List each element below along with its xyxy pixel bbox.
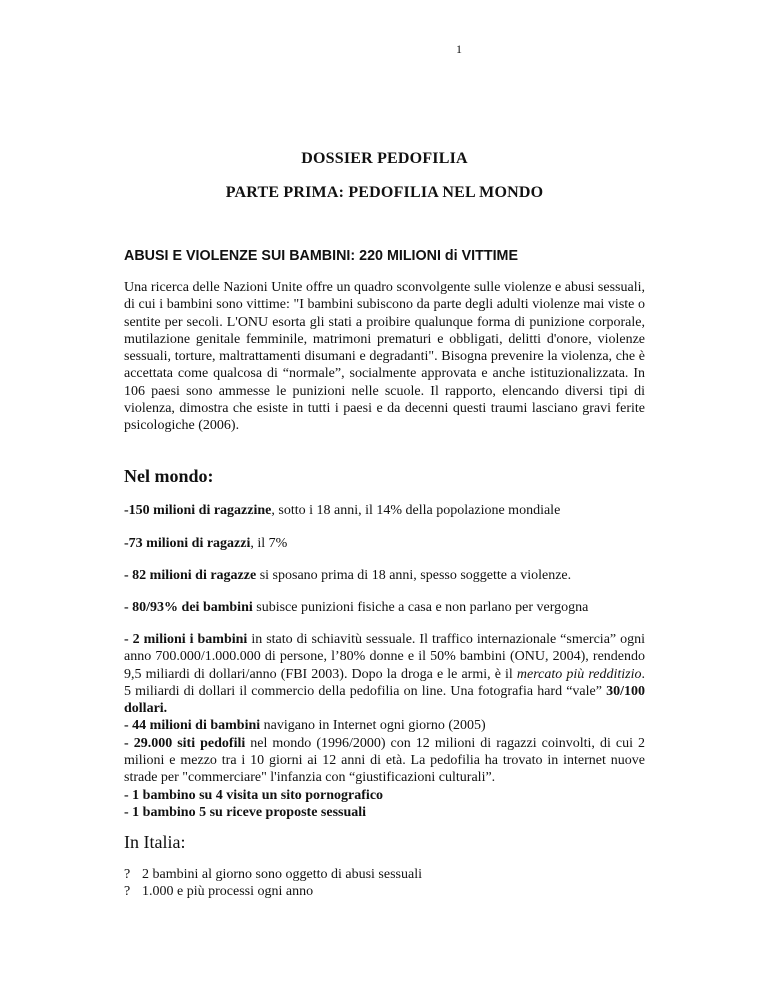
- item-bold: - 1 bambino 5 su riceve proposte sessuali: [124, 804, 367, 820]
- trafficking-paragraph: [124, 631, 645, 717]
- item-text: subisce punizioni fisiche a casa e non parlano per vergogna: [252, 600, 589, 615]
- world-item: [124, 567, 645, 584]
- item-text: si sposano prima di 18 anni, spesso soggette a violenze.: [256, 568, 572, 583]
- item-text: . 5 miliardi di dollari il commercio della pedofilia on line. Una fotografia hard “vale”: [124, 666, 645, 699]
- item-bold: - 1 bambino su 4 visita un sito pornografico: [124, 787, 384, 803]
- item-text: in stato di schiavitù sessuale. Il traffico internazionale “smercia” ogni anno 700.000/1.000.000 di persone, l’80% donne e il 50% bambini (ONU, 2004), rendendo 9,5 miliardi di dollari/anno (FBI 2003). Dopo la droga e le armi, è il: [124, 632, 646, 682]
- bullet-icon: ?: [124, 884, 131, 900]
- list-item: [124, 866, 645, 883]
- page-number: 1: [456, 42, 462, 56]
- list-item-text: 1.000 e più processi ogni anno: [142, 884, 314, 900]
- world-item: [124, 535, 645, 552]
- item-bold: - 82 milioni di ragazze: [124, 568, 257, 583]
- item-text: , sotto i 18 anni, il 14% della popolazione mondiale: [271, 503, 561, 518]
- stat-line: [124, 804, 645, 821]
- item-bold: - 80/93% dei bambini: [124, 600, 253, 615]
- item-bold: -150 milioni di ragazzine: [124, 503, 272, 518]
- internet-paragraph: [124, 717, 645, 734]
- list-item-text: 2 bambini al giorno sono oggetto di abusi sessuali: [142, 867, 422, 882]
- item-text: , il 7%: [250, 536, 288, 551]
- world-item: [124, 502, 645, 519]
- stat-line: [124, 787, 645, 804]
- world-heading: Nel mondo:: [124, 466, 214, 486]
- item-italic: mercato più redditizio: [516, 666, 642, 682]
- document-title: DOSSIER PEDOFILIA: [301, 150, 468, 167]
- item-bold: 30/100 dollari.: [124, 683, 645, 717]
- section-heading: ABUSI E VIOLENZE SUI BAMBINI: 220 MILIONI di VITTIME: [124, 248, 518, 264]
- item-text: navigano in Internet ogni giorno (2005): [260, 718, 486, 734]
- item-bold: - 44 milioni di bambini: [124, 718, 261, 734]
- item-bold: - 2 milioni i bambini: [124, 632, 248, 647]
- item-bold: - 29.000 siti pedofili: [124, 735, 246, 751]
- bullet-icon: ?: [124, 867, 131, 882]
- world-item: [124, 599, 645, 616]
- italy-heading: In Italia:: [124, 832, 186, 852]
- world-details-block: [124, 631, 645, 821]
- document-subtitle: PARTE PRIMA: PEDOFILIA NEL MONDO: [225, 184, 544, 201]
- item-bold: -73 milioni di ragazzi: [124, 536, 251, 551]
- sites-paragraph: [124, 735, 645, 787]
- item-text: nel mondo (1996/2000) con 12 milioni di ragazzi coinvolti, di cui 2 milioni e mezzo tra i 10 giorni ai 12 anni di età. La pedofilia ha trovato in internet nuove strade per "commerciare" l'infanzia con “giustificazioni culturali”.: [124, 735, 645, 786]
- list-item: [124, 883, 645, 900]
- intro-paragraph: Una ricerca delle Nazioni Unite offre un quadro sconvolgente sulle violenze e abusi sessuali, di cui i bambini sono vittime: "I bambini subiscono da parte degli adulti violenze mai viste o sentite per secoli. L'ONU esorta gli stati a proibire qualunque forma di punizione corporale, mutilazione genitale femminile, matrimoni prematuri e obbligati, delitti d'onore, violenze sessuali, torture, maltrattamenti disumani e degradanti". Bisogna prevenire la violenza, che è accettata come qualcosa di “normale”, socialmente approvata e anche istituzionalizzata. In 106 paesi sono ammesse le punizioni nelle scuole. Il rapporto, elencando diversi tipi di violenza, dimostra che esiste in tutti i paesi e da decenni questi traumi lasciano gravi ferite psicologiche (2006).: [124, 280, 645, 434]
- italy-list: [124, 866, 645, 901]
